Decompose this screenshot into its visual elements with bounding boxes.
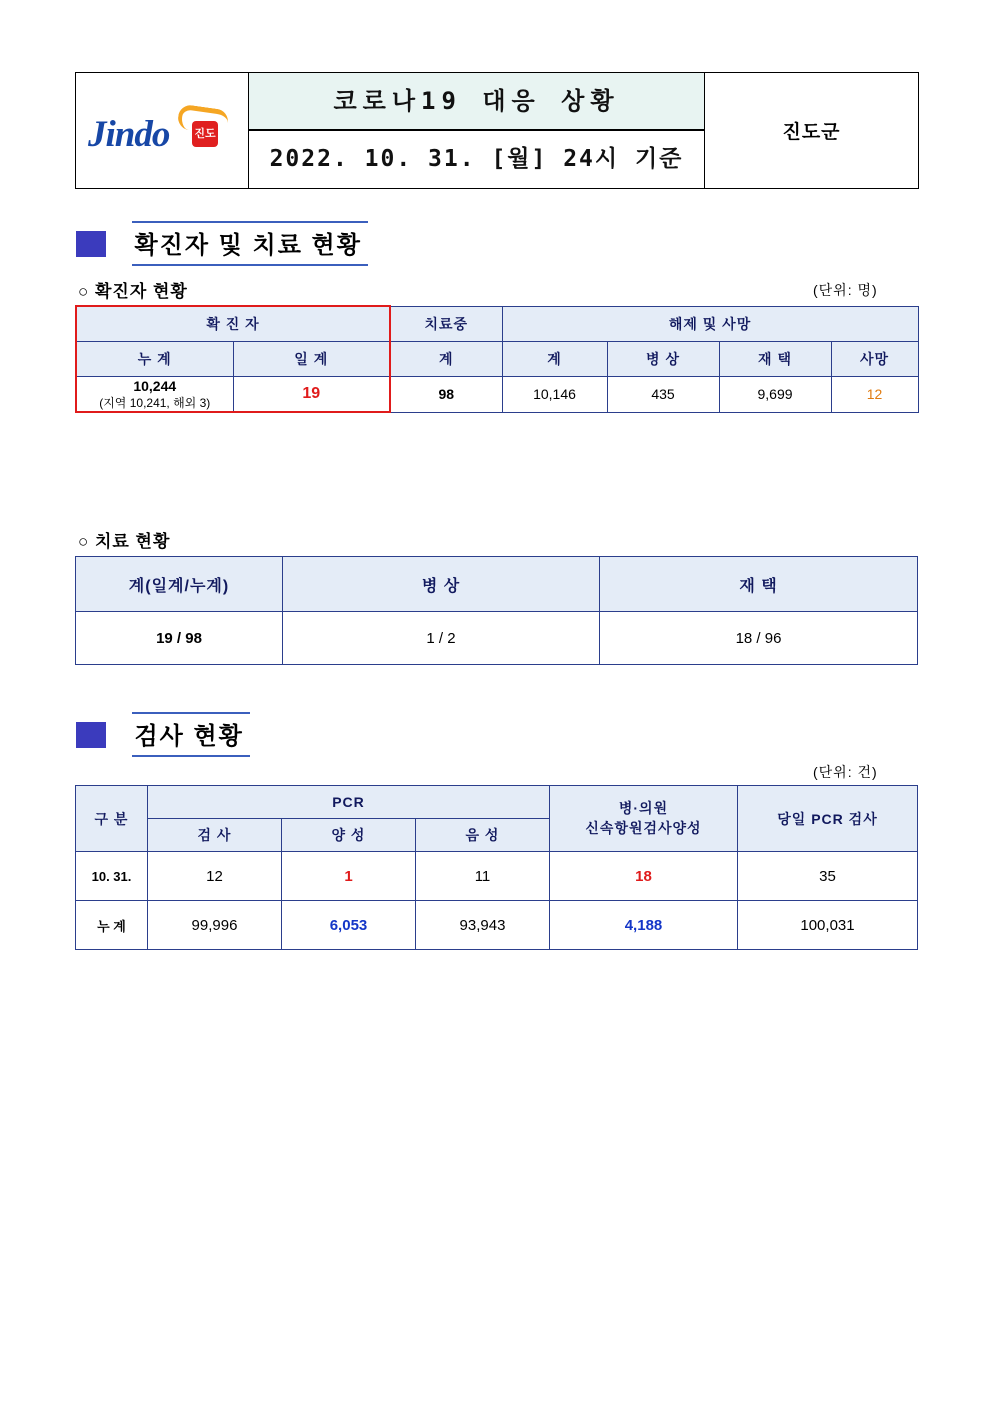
th-bed: 병 상	[607, 342, 719, 377]
th-gubun: 구 분	[76, 786, 148, 852]
cell-home-value: 9,699	[719, 377, 831, 413]
th-total-daily-cumulative: 계(일계/누계)	[76, 557, 283, 612]
treatment-status-table	[75, 556, 918, 665]
testing-status-table	[75, 785, 918, 950]
cell-pcr-positive-daily: 1	[282, 852, 416, 901]
section-1-title: 확진자 및 치료 현황	[132, 221, 367, 266]
table-row-group-header	[76, 306, 918, 342]
title-top-cell	[249, 73, 705, 131]
table-row	[76, 901, 918, 950]
cell-pcr-negative-cumulative: 93,943	[416, 901, 550, 950]
unit-label-cases: (단위: 건)	[813, 764, 878, 780]
cell-sameday-pcr-daily: 35	[738, 852, 918, 901]
table-row	[76, 377, 918, 413]
cell-rapid-positive-cumulative: 4,188	[550, 901, 738, 950]
th-pcr-group: PCR	[148, 786, 550, 819]
document-subtitle-date: 2022. 10. 31. [월] 24시 기준	[269, 146, 684, 172]
cell-row-label-date: 10. 31.	[76, 852, 148, 901]
square-bullet-icon	[76, 722, 106, 748]
th-death: 사망	[831, 342, 918, 377]
district-name: 진도군	[705, 73, 919, 189]
th-released-total: 계	[502, 342, 607, 377]
th-pcr-negative: 음 성	[416, 819, 550, 852]
confirmed-cases-table	[75, 305, 919, 413]
cell-cumulative-total	[76, 377, 233, 413]
table-row-header	[76, 557, 918, 612]
document-title: 코로나19 대응 상황	[249, 73, 704, 130]
section-2-title: 검사 현황	[132, 712, 249, 757]
th-treating-total: 계	[390, 342, 502, 377]
table-row-group-header	[76, 786, 918, 819]
cell-bed-value: 435	[607, 377, 719, 413]
cell-death-value: 12	[831, 377, 918, 413]
section-heading-1	[76, 221, 368, 266]
th-rapid-antigen-positive	[550, 786, 738, 852]
th-pcr-test: 검 사	[148, 819, 282, 852]
cumulative-total-value: 10,244	[133, 377, 177, 394]
th-confirmed-group: 확 진 자	[76, 306, 390, 342]
cell-home-daily-cumulative: 18 / 96	[600, 612, 918, 665]
cell-pcr-negative-daily: 11	[416, 852, 550, 901]
th-pcr-positive: 양 성	[282, 819, 416, 852]
subsection-confirmed-label: ○ 확진자 현황	[78, 282, 188, 301]
unit-label-persons: (단위: 명)	[813, 282, 878, 298]
title-bottom-cell	[249, 131, 705, 189]
cell-pcr-positive-cumulative: 6,053	[282, 901, 416, 950]
th-treating-group: 치료중	[390, 306, 502, 342]
th-bed: 병 상	[283, 557, 600, 612]
section-heading-2	[76, 712, 250, 757]
cell-bed-daily-cumulative: 1 / 2	[283, 612, 600, 665]
subsection-treatment-label: ○ 치료 현황	[78, 532, 171, 551]
th-released-death-group: 해제 및 사망	[502, 306, 918, 342]
cell-treating-value: 98	[390, 377, 502, 413]
cell-pcr-test-daily: 12	[148, 852, 282, 901]
cell-row-label-cumulative: 누 계	[76, 901, 148, 950]
cell-rapid-positive-daily: 18	[550, 852, 738, 901]
table-row	[76, 852, 918, 901]
table-row	[76, 612, 918, 665]
th-sameday-pcr: 당일 PCR 검사	[738, 786, 918, 852]
cell-daily-value: 19	[233, 377, 390, 413]
th-home: 재 택	[600, 557, 918, 612]
th-rapid-line-1: 병·의원	[618, 799, 669, 816]
logo-wordmark: Jindo	[88, 113, 170, 155]
th-rapid-line-2: 신속항원검사양성	[585, 819, 702, 836]
square-bullet-icon	[76, 231, 106, 257]
th-daily: 일 계	[233, 342, 390, 377]
cell-pcr-test-cumulative: 99,996	[148, 901, 282, 950]
document-header	[75, 72, 919, 189]
cell-released-total-value: 10,146	[502, 377, 607, 413]
cell-sameday-pcr-cumulative: 100,031	[738, 901, 918, 950]
jindo-logo	[82, 101, 242, 161]
jindo-logo-cell	[76, 73, 249, 189]
cell-total-daily-cumulative: 19 / 98	[76, 612, 283, 665]
table-row-sub-header	[76, 342, 918, 377]
th-cumulative: 누 계	[76, 342, 233, 377]
th-home: 재 택	[719, 342, 831, 377]
logo-badge: 진도	[192, 121, 218, 147]
cumulative-detail-value: (지역 10,241, 해외 3)	[99, 395, 211, 410]
